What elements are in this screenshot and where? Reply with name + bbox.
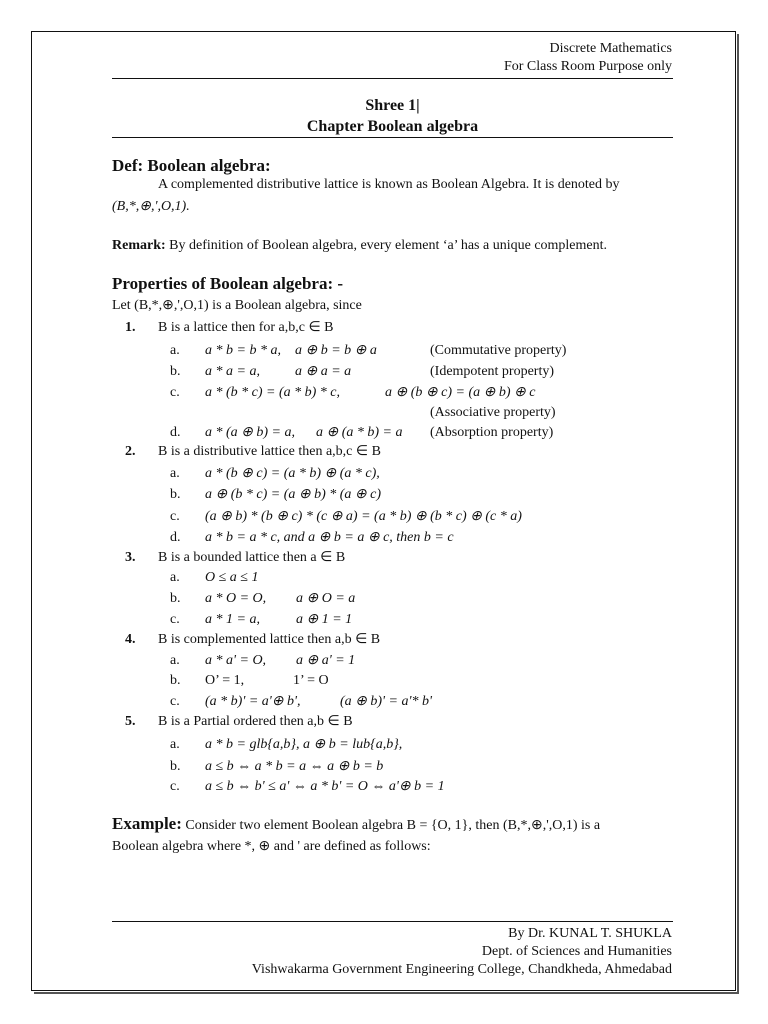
list-item <box>0 341 768 361</box>
title-line2: Chapter Boolean algebra <box>306 118 479 135</box>
group-number: 4. <box>125 632 136 647</box>
formula: O’ = 1, <box>205 673 245 688</box>
item-letter: c. <box>170 779 180 794</box>
header-purpose: For Class Room Purpose only <box>503 59 672 74</box>
formula: O ≤ a ≤ 1 <box>205 570 259 585</box>
formula: a * (a ⊕ b) = a, <box>205 425 296 440</box>
list-item <box>0 589 768 609</box>
footer-rule <box>112 921 673 922</box>
page-title <box>112 95 673 137</box>
example-label: Example: <box>112 814 182 833</box>
item-letter: b. <box>170 673 181 688</box>
item-letter: b. <box>170 487 181 502</box>
list-item <box>0 651 768 671</box>
formula: a ⊕ 1 = 1 <box>296 612 353 627</box>
list-item <box>0 671 768 691</box>
formula: (a ⊕ b)' = a'* b' <box>340 694 432 709</box>
property-group-4 <box>0 630 768 650</box>
footer <box>252 925 672 979</box>
formula: a ⊕ O = a <box>296 591 356 606</box>
item-letter: a. <box>170 343 180 358</box>
item-letter: c. <box>170 694 180 709</box>
item-letter: d. <box>170 425 181 440</box>
footer-college: Vishwakarma Government Engineering College, Chandkheda, Ahmedabad <box>251 962 672 977</box>
header-course: Discrete Mathematics <box>549 41 672 56</box>
properties-heading: Properties of Boolean algebra: - <box>112 274 344 293</box>
footer-dept: Dept. of Sciences and Humanities <box>481 944 672 959</box>
item-letter: c. <box>170 509 180 524</box>
formula: 1’ = O <box>293 673 329 688</box>
group-text: B is a lattice then for a,b,c ∈ B <box>158 320 334 335</box>
formula: a ⊕ (a * b) = a <box>316 425 403 440</box>
property-name: (Associative property) <box>430 405 556 420</box>
definition-text-line2: (B,*,⊕,',O,1). <box>112 199 190 214</box>
formula: a ⊕ a' = 1 <box>296 653 356 668</box>
formula: a * a = a, <box>205 364 260 379</box>
list-item <box>0 485 768 505</box>
formula: a ⊕ b = b ⊕ a <box>295 343 377 358</box>
formula: a ⊕ (b * c) = (a ⊕ b) * (a ⊕ c) <box>205 487 382 502</box>
list-item <box>0 507 768 527</box>
item-letter: b. <box>170 591 181 606</box>
list-item <box>0 757 768 777</box>
formula: a * (b ⊕ c) = (a * b) ⊕ (a * c), <box>205 466 380 481</box>
item-letter: c. <box>170 385 180 400</box>
property-name: (Commutative property) <box>430 343 567 358</box>
formula: a ⊕ a = a <box>295 364 352 379</box>
group-number: 2. <box>125 444 136 459</box>
group-number: 1. <box>125 320 136 335</box>
list-item <box>0 568 768 588</box>
formula: (a * b)' = a'⊕ b', <box>205 694 301 709</box>
group-text: B is a Partial ordered then a,b ∈ B <box>158 714 353 729</box>
list-item <box>0 362 768 382</box>
item-letter: b. <box>170 364 181 379</box>
property-name: (Idempotent property) <box>430 364 555 379</box>
title-line1: Shree 1| <box>365 97 420 114</box>
formula: a * 1 = a, <box>205 612 260 627</box>
formula: a ⊕ (b ⊕ c) = (a ⊕ b) ⊕ c <box>385 385 536 400</box>
group-text: B is a distributive lattice then a,b,c ∈ B <box>158 444 381 459</box>
example-text: Consider two element Boolean algebra B = {O, 1}, then (B,*,⊕,',O,1) is a <box>181 818 601 833</box>
remark-label: Remark: <box>112 238 166 253</box>
formula: a ≤ b ⇔ b' ≤ a' ⇔ a * b' = O ⇔ a'⊕ b = 1 <box>205 779 445 794</box>
group-text: B is complemented lattice then a,b ∈ B <box>158 632 381 647</box>
list-item <box>0 528 768 548</box>
formula: a * O = O, <box>205 591 267 606</box>
list-item <box>0 692 768 712</box>
list-item <box>0 383 768 403</box>
example-line1 <box>112 814 600 834</box>
item-letter: b. <box>170 759 181 774</box>
remark <box>112 238 607 254</box>
item-letter: a. <box>170 653 180 668</box>
remark-text: By definition of Boolean algebra, every element ‘a’ has a unique complement. <box>165 238 608 253</box>
formula: a * b = b * a, <box>205 343 281 358</box>
example-line2: Boolean algebra where *, ⊕ and ' are defined as follows: <box>112 839 431 854</box>
formula: a * a' = O, <box>205 653 267 668</box>
formula: (a ⊕ b) * (b ⊕ c) * (c ⊕ a) = (a * b) ⊕ (b * c) ⊕ (c * a) <box>205 509 522 524</box>
formula: a * b = glb{a,b}, a ⊕ b = lub{a,b}, <box>205 737 403 752</box>
group-number: 3. <box>125 550 136 565</box>
list-item <box>0 464 768 484</box>
property-name: (Absorption property) <box>430 425 554 440</box>
group-number: 5. <box>125 714 136 729</box>
list-item <box>0 777 768 797</box>
title-rule <box>112 137 673 138</box>
footer-author: By Dr. KUNAL T. SHUKLA <box>508 926 672 941</box>
property-group-1 <box>0 318 768 338</box>
item-letter: a. <box>170 466 180 481</box>
definition-text-line1: A complemented distributive lattice is known as Boolean Algebra. It is denoted by <box>158 177 620 192</box>
list-item <box>0 423 768 443</box>
property-group-5 <box>0 712 768 732</box>
list-item-continuation <box>0 403 768 423</box>
group-text: B is a bounded lattice then a ∈ B <box>158 550 346 565</box>
item-letter: c. <box>170 612 180 627</box>
item-letter: d. <box>170 530 181 545</box>
properties-intro: Let (B,*,⊕,',O,1) is a Boolean algebra, since <box>112 298 362 313</box>
formula: a * b = a * c, and a ⊕ b = a ⊕ c, then b = c <box>205 530 454 545</box>
property-group-2 <box>0 442 768 462</box>
header-rule <box>112 78 673 79</box>
definition-heading: Def: Boolean algebra: <box>112 156 271 175</box>
formula: a * (b * c) = (a * b) * c, <box>205 385 341 400</box>
header <box>504 40 672 76</box>
property-group-3 <box>0 548 768 568</box>
list-item <box>0 610 768 630</box>
item-letter: a. <box>170 737 180 752</box>
list-item <box>0 735 768 755</box>
item-letter: a. <box>170 570 180 585</box>
formula: a ≤ b ⇔ a * b = a ⇔ a ⊕ b = b <box>205 759 384 774</box>
